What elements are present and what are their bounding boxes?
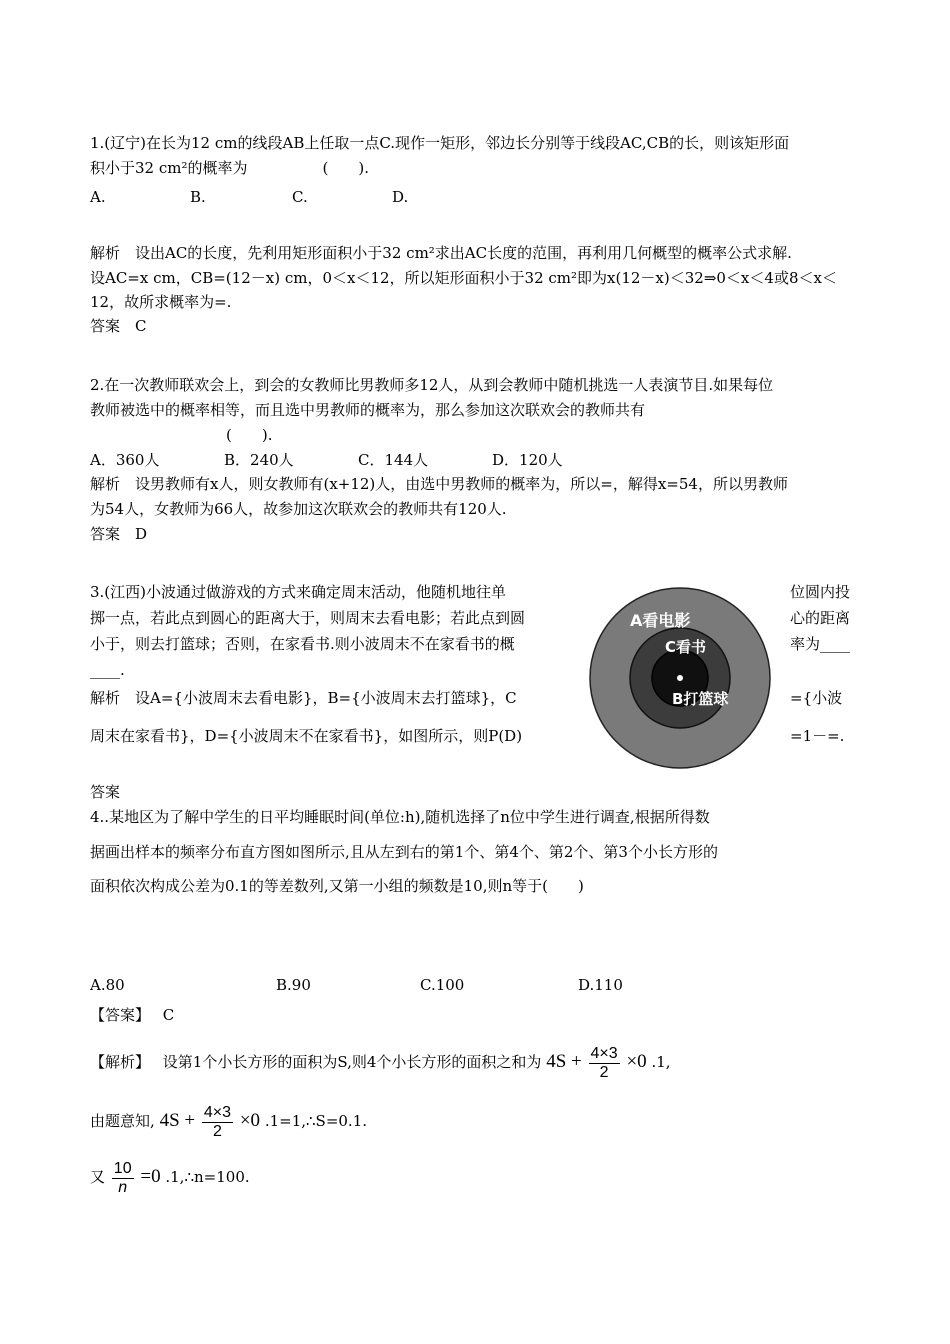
fraction-4x3-over-2-second bbox=[202, 1104, 233, 1140]
q4-answer bbox=[90, 1005, 174, 1025]
analysis-tail-1: .1, bbox=[651, 1053, 671, 1072]
q4-analysis-3 bbox=[90, 1160, 250, 1196]
fraction-numerator-2: 4×3 bbox=[203, 1104, 232, 1121]
analysis-text-2: 由题意知, bbox=[90, 1112, 155, 1131]
label-a-movie: A看电影 bbox=[630, 611, 691, 630]
q1-line-2: 积小于32 cm²的概率为 ( ). bbox=[90, 159, 369, 177]
q2-option-a: A．360人 bbox=[90, 451, 160, 469]
q3-analysis-2-right: =1－=. bbox=[790, 727, 845, 745]
q1-answer: 答案 C bbox=[90, 317, 147, 335]
q3-line-1: 3.(江西)小波通过做游戏的方式来确定周末活动，他随机地往单 bbox=[90, 583, 507, 601]
q4-line-1: 4..某地区为了解中学生的日平均睡眠时间(单位:h),随机选择了n位中学生进行调查,根据所得数 bbox=[90, 808, 710, 826]
q4-analysis-1 bbox=[90, 1045, 671, 1081]
q1-analysis-1: 解析 设出AC的长度，先利用矩形面积小于32 cm²求出AC长度的范围，再利用几何概型的概率公式求解. bbox=[90, 244, 792, 262]
q2-option-c: C．144人 bbox=[358, 451, 429, 469]
q1-analysis-2: 设AC=x cm，CB=(12－x) cm，0＜x＜12，所以矩形面积小于32 cm²即为x(12－x)＜32⇒0＜x＜4或8＜x＜ bbox=[90, 269, 837, 287]
q1-option-b: B. bbox=[190, 188, 206, 206]
q4-option-b: B.90 bbox=[276, 976, 311, 994]
q3-line-1-right: 位圆内投 bbox=[790, 583, 851, 601]
answer-value: C bbox=[162, 1006, 175, 1024]
q1-option-d: D. bbox=[392, 188, 409, 206]
fraction-10-over-n bbox=[112, 1160, 134, 1196]
q3-line-2: 掷一点，若此点到圆心的距离大于，则周末去看电影；若此点到圆 bbox=[90, 609, 526, 627]
fraction-n: n bbox=[118, 1178, 128, 1196]
q2-line-1: 2.在一次教师联欢会上，到会的女教师比男教师多12人，从到会教师中随机挑选一人表演节目.如果每位 bbox=[90, 376, 774, 394]
concentric-circles-figure bbox=[585, 580, 775, 775]
q3-line-3-right: 率为____ bbox=[790, 635, 851, 653]
expr-4s-plus: 4S + bbox=[546, 1051, 582, 1073]
q2-analysis-2: 为54人，女教师为66人，故参加这次联欢会的教师共有120人. bbox=[90, 500, 507, 518]
q4-option-d: D.110 bbox=[578, 976, 623, 994]
q3-line-2-right: 心的距离 bbox=[790, 609, 851, 627]
q1-line-1: 1.(辽宁)在长为12 cm的线段AB上任取一点C.现作一矩形，邻边长分别等于线段AC,CB的长，则该矩形面 bbox=[90, 134, 790, 152]
answer-label: 【答案】 bbox=[90, 1006, 151, 1024]
expr-equals-0: =0 bbox=[140, 1166, 161, 1188]
fraction-denominator-2: 2 bbox=[213, 1122, 222, 1140]
q1-analysis-3: 12，故所求概率为=. bbox=[90, 293, 232, 311]
fraction-4x3-over-2 bbox=[589, 1045, 620, 1081]
fraction-denominator: 2 bbox=[599, 1063, 609, 1081]
center-point bbox=[677, 675, 683, 681]
analysis-label: 【解析】 bbox=[90, 1053, 151, 1072]
q3-analysis-2: 周末在家看书}，D={小波周末不在家看书}，如图所示，则P(D) bbox=[90, 727, 523, 745]
q4-line-3: 面积依次构成公差为0.1的等差数列,又第一小组的频数是10,则n等于( ) bbox=[90, 877, 584, 895]
q2-option-d: D．120人 bbox=[492, 451, 563, 469]
expr-times-0: ×0 bbox=[626, 1051, 647, 1073]
q2-line-2: 教师被选中的概率相等，而且选中男教师的概率为，那么参加这次联欢会的教师共有 bbox=[90, 401, 646, 419]
analysis-text-3: 又 bbox=[90, 1168, 106, 1187]
q4-analysis-2 bbox=[90, 1104, 367, 1140]
fraction-numerator: 4×3 bbox=[590, 1045, 618, 1062]
q2-option-b: B．240人 bbox=[224, 451, 294, 469]
q4-line-2: 据画出样本的频率分布直方图如图所示,且从左到右的第1个、第4个、第2个、第3个小长方形的 bbox=[90, 843, 718, 861]
analysis-tail-2: .1=1,∴S=0.1. bbox=[264, 1112, 368, 1131]
q2-line-3: ( ). bbox=[226, 426, 273, 444]
q4-option-a: A.80 bbox=[90, 976, 125, 994]
q1-option-c: C. bbox=[292, 188, 308, 206]
q3-line-4: ____. bbox=[90, 661, 125, 679]
label-b-basketball: B打篮球 bbox=[672, 690, 729, 708]
expr-4s-plus-2: 4S + bbox=[159, 1110, 196, 1132]
fraction-10: 10 bbox=[113, 1160, 132, 1177]
q3-analysis-1: 解析 设A={小波周末去看电影}，B={小波周末去打篮球}，C bbox=[90, 689, 517, 707]
q2-answer: 答案 D bbox=[90, 525, 148, 543]
q3-answer: 答案 bbox=[90, 783, 121, 801]
q4-option-c: C.100 bbox=[420, 976, 465, 994]
expr-times-0-2: ×0 bbox=[239, 1110, 261, 1132]
analysis-tail-3: .1,∴n=100. bbox=[165, 1168, 250, 1187]
q1-option-a: A. bbox=[90, 188, 106, 206]
analysis-text-1: 设第1个小长方形的面积为S,则4个小长方形的面积之和为 bbox=[162, 1053, 542, 1072]
q2-analysis-1: 解析 设男教师有x人，则女教师有(x+12)人，由选中男教师的概率为，所以=，解得x=54，所以男教师 bbox=[90, 475, 788, 493]
label-c-reading: C看书 bbox=[665, 638, 707, 656]
q3-line-3: 小于，则去打篮球；否则，在家看书.则小波周末不在家看书的概 bbox=[90, 635, 515, 653]
q3-analysis-1-right: ={小波 bbox=[790, 689, 843, 707]
